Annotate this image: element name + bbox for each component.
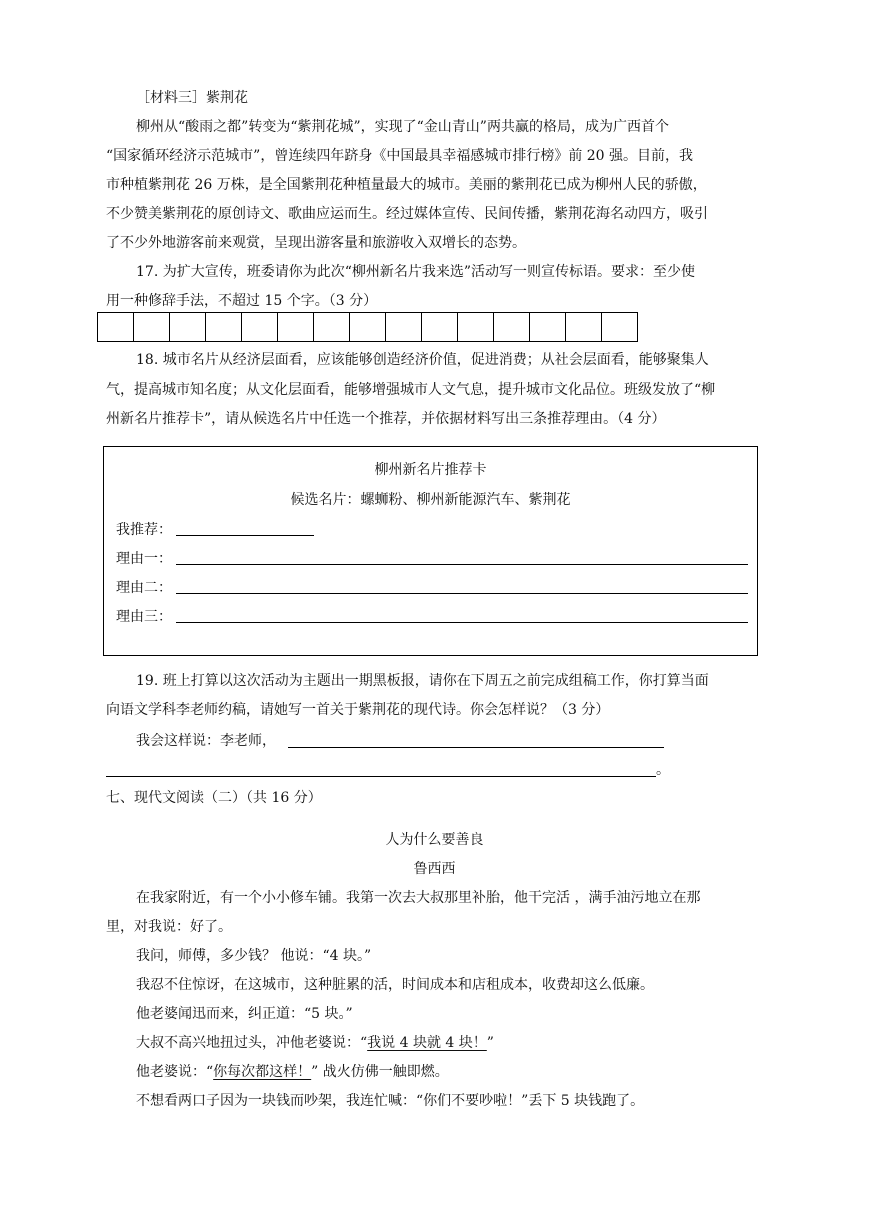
material3-line-1: 柳州从“酸雨之都”转变为“紫荆花城”，实现了“金山青山”两共赢的格局，成为广西首个 [136, 119, 669, 135]
answer-cell[interactable] [134, 312, 170, 342]
article-p2: 我问，师傅，多少钱？ 他说：“4 块。” [136, 948, 372, 964]
article-title: 人为什么要善良 [385, 832, 484, 848]
article-p1-line-2: 里，对我说：好了。 [106, 919, 232, 935]
q18-line-1: 18. 城市名片从经济层面看，应该能够创造经济价值，促进消费；从社会层面看，能够聚集人 [136, 352, 709, 368]
q19-line-1: 19. 班上打算以这次活动为主题出一期黑板报，请你在下周五之前完成组稿工作，你打算当面 [136, 673, 709, 689]
article-p6 [136, 1062, 449, 1082]
article-author: 鲁西西 [413, 861, 456, 877]
answer-cell[interactable] [422, 312, 458, 342]
q19-end-mark: 。 [656, 762, 670, 778]
material3-line-4: 不少赞美紫荆花的原创诗文、歌曲应运而生。经过媒体宣传、民间传播，紫荆花海名动四方，吸引 [106, 206, 708, 222]
answer-cell[interactable] [206, 312, 242, 342]
answer-cell[interactable] [386, 312, 422, 342]
q19-prompt: 我会这样说：李老师， [136, 733, 276, 749]
p5-suffix: ” [486, 1035, 494, 1051]
reason1-blank[interactable] [176, 548, 748, 565]
recommend-blank[interactable] [176, 519, 314, 536]
p6-suffix: ” 战火仿佛一触即燃。 [311, 1064, 449, 1080]
reason2-blank[interactable] [176, 577, 748, 594]
material3-heading: ［材料三］紫荆花 [136, 90, 248, 106]
answer-cell[interactable] [170, 312, 206, 342]
material3-line-3: 市种植紫荆花 26 万株，是全国紫荆花种植量最大的城市。美丽的紫荆花已成为柳州人民的骄傲， [106, 177, 707, 193]
reason3-label: 理由三： [116, 609, 172, 625]
answer-cell[interactable] [314, 312, 350, 342]
article-p5 [136, 1033, 494, 1053]
q19-answer-blank-1[interactable] [288, 746, 664, 748]
answer-cell[interactable] [458, 312, 494, 342]
card-candidates: 候选名片：螺蛳粉、柳州新能源汽车、紫荆花 [290, 492, 571, 508]
section7-heading: 七、现代文阅读（二）（共 16 分） [106, 790, 322, 806]
material3-line-5: 了不少外地游客前来观赏，呈现出游客量和旅游收入双增长的态势。 [106, 235, 526, 251]
q17-line-2: 用一种修辞手法，不超过 15 个字。（3 分） [106, 293, 378, 309]
answer-cell[interactable] [494, 312, 530, 342]
article-p7: 不想看两口子因为一块钱而吵架，我连忙喊：“你们不要吵啦！”丢下 5 块钱跑了。 [136, 1093, 645, 1109]
p6-underlined-quote: 你每次都这样！ [213, 1064, 312, 1080]
p6-prefix: 他老婆说：“ [136, 1064, 214, 1080]
card-title: 柳州新名片推荐卡 [374, 462, 487, 478]
answer-cell[interactable] [350, 312, 386, 342]
recommend-label: 我推荐： [116, 522, 172, 538]
q19-answer-blank-2[interactable] [106, 775, 656, 777]
answer-cell[interactable] [278, 312, 314, 342]
reason1-label: 理由一： [116, 551, 172, 567]
answer-cell[interactable] [98, 312, 134, 342]
q19-line-2: 向语文学科李老师约稿，请她写一首关于紫荆花的现代诗。你会怎样说？（3 分） [106, 702, 610, 718]
answer-cell[interactable] [566, 312, 602, 342]
reason3-blank[interactable] [176, 606, 748, 623]
article-p4: 他老婆闻迅而来，纠正道：“5 块。” [136, 1006, 353, 1022]
article-p3: 我忍不住惊讶，在这城市，这种脏累的活，时间成本和店租成本，收费却这么低廉。 [136, 977, 654, 993]
answer-cell[interactable] [242, 312, 278, 342]
article-p1-line-1: 在我家附近，有一个小小修车铺。我第一次去大叔那里补胎，他干完活 ，满手油污地立在那 [136, 890, 701, 906]
answer-cell[interactable] [530, 312, 566, 342]
reason2-label: 理由二： [116, 580, 172, 596]
slogan-answer-grid[interactable] [97, 312, 638, 342]
p5-prefix: 大叔不高兴地扭过头，冲他老婆说：“ [136, 1035, 368, 1051]
q18-line-2: 气，提高城市知名度；从文化层面看，能够增强城市人文气息，提升城市文化品位。班级发放了“柳 [106, 382, 716, 398]
recommend-card [103, 446, 758, 656]
material3-line-2: “国家循环经济示范城市”，曾连续四年跻身《中国最具幸福感城市排行榜》前 20 强。目前，我 [106, 148, 694, 164]
q18-line-3: 州新名片推荐卡”，请从候选名片中任选一个推荐，并依据材料写出三条推荐理由。（4 分） [106, 411, 666, 427]
answer-cell[interactable] [602, 312, 638, 342]
q17-line-1: 17. 为扩大宣传，班委请你为此次“柳州新名片我来选”活动写一则宣传标语。要求：至少使 [136, 264, 696, 280]
p5-underlined-quote: 我说 4 块就 4 块！ [367, 1035, 487, 1051]
